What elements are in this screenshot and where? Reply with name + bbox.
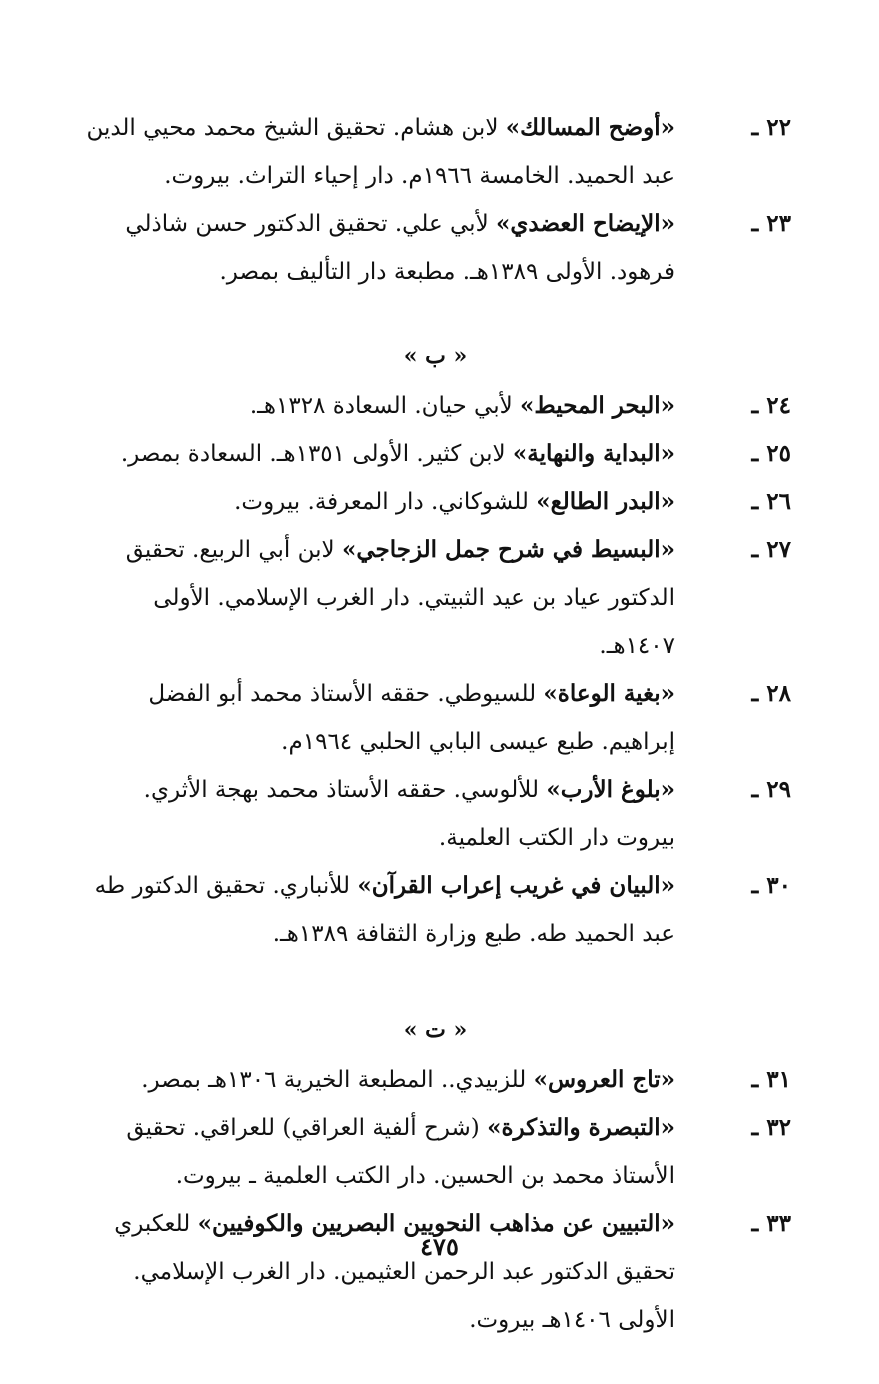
entry-title: «أوضح المسالك» bbox=[505, 114, 675, 141]
entry-text: لأبي حيان. السعادة ١٣٢٨هـ. bbox=[249, 393, 521, 419]
entry-number: ٢٦ ـ bbox=[751, 488, 791, 515]
entries-top bbox=[80, 104, 791, 296]
bibliography-entry bbox=[80, 382, 791, 430]
section-header-t: « ت » bbox=[403, 1017, 468, 1043]
entry-text: (شرح ألفية العراقي) للعراقي. تحقيق الأستاذ محمد بن الحسين. دار الكتب العلمية ـ بيروت. bbox=[126, 1115, 675, 1189]
entry-number: ٣٣ ـ bbox=[751, 1210, 791, 1237]
entry-number: ٢٢ ـ bbox=[751, 114, 791, 141]
entry-number: ٣٢ ـ bbox=[751, 1114, 791, 1141]
entry-number: ٢٤ ـ bbox=[751, 392, 791, 419]
entries-b bbox=[80, 382, 791, 958]
bibliography-entry bbox=[80, 862, 791, 958]
entry-text: للسيوطي. حققه الأستاذ محمد أبو الفضل إبراهيم. طبع عيسى البابي الحلبي ١٩٦٤م. bbox=[148, 681, 675, 755]
entry-title: «بلوغ الأرب» bbox=[546, 776, 675, 803]
entry-number: ٢٣ ـ bbox=[751, 210, 791, 237]
bibliography-entry bbox=[80, 478, 791, 526]
bibliography-entry bbox=[80, 1104, 791, 1200]
entry-title: «التبصرة والتذكرة» bbox=[487, 1114, 675, 1141]
entry-title: «البداية والنهاية» bbox=[512, 440, 675, 467]
entry-text: للزبيدي.. المطبعة الخيرية ١٣٠٦هـ بمصر. bbox=[141, 1067, 534, 1093]
bibliography-entry bbox=[80, 1056, 791, 1104]
entry-text: للعكبري تحقيق الدكتور عبد الرحمن العثيمين. دار الغرب الإسلامي. الأولى ١٤٠٦هـ بيروت. bbox=[114, 1211, 675, 1333]
entry-text: لابن هشام. تحقيق الشيخ محمد محيي الدين عبد الحميد. الخامسة ١٩٦٦م. دار إحياء التراث. بيروت. bbox=[86, 115, 675, 189]
bibliography-entry bbox=[80, 200, 791, 296]
bibliography-entry bbox=[80, 430, 791, 478]
bibliography-entry bbox=[80, 766, 791, 862]
entry-text: لأبي علي. تحقيق الدكتور حسن شاذلي فرهود. الأولى ١٣٨٩هـ. مطبعة دار التأليف بمصر. bbox=[125, 211, 675, 285]
section-header-b: « ب » bbox=[403, 343, 468, 369]
entry-title: «البحر المحيط» bbox=[520, 392, 675, 419]
entry-number: ٢٥ ـ bbox=[751, 440, 791, 467]
bibliography-entry bbox=[80, 104, 791, 200]
entry-text: للألوسي. حققه الأستاذ محمد بهجة الأثري. بيروت دار الكتب العلمية. bbox=[143, 777, 675, 851]
entry-title: «البسيط في شرح جمل الزجاجي» bbox=[341, 536, 675, 563]
bibliography-entry bbox=[80, 526, 791, 670]
entry-title: «البيان في غريب إعراب القرآن» bbox=[357, 872, 675, 899]
entry-text: للشوكاني. دار المعرفة. بيروت. bbox=[234, 489, 537, 515]
entry-number: ٢٨ ـ bbox=[751, 680, 791, 707]
entry-title: «بغية الوعاة» bbox=[543, 680, 675, 707]
page-number: ٤٧٥ bbox=[420, 1232, 459, 1261]
entries-t bbox=[80, 1056, 791, 1344]
entry-title: «البدر الطالع» bbox=[536, 488, 675, 515]
entry-number: ٣١ ـ bbox=[751, 1066, 791, 1093]
entry-title: «التبيين عن مذاهب النحويين البصريين والكوفيين» bbox=[197, 1210, 675, 1237]
entry-text: لابن كثير. الأولى ١٣٥١هـ. السعادة بمصر. bbox=[120, 441, 513, 467]
entry-title: «الإيضاح العضدي» bbox=[496, 210, 675, 237]
entry-text: لابن أبي الربيع. تحقيق الدكتور عياد بن عيد الثبيتي. دار الغرب الإسلامي. الأولى ١٤٠٧هـ. bbox=[125, 537, 675, 659]
bibliography-entry bbox=[80, 670, 791, 766]
bibliography-entry bbox=[80, 1200, 791, 1344]
entry-text: للأنباري. تحقيق الدكتور طه عبد الحميد طه. طبع وزارة الثقافة ١٣٨٩هـ. bbox=[94, 873, 675, 947]
entry-number: ٢٧ ـ bbox=[751, 536, 791, 563]
entry-number: ٣٠ ـ bbox=[751, 872, 791, 899]
entry-title: «تاج العروس» bbox=[533, 1066, 675, 1093]
entry-number: ٢٩ ـ bbox=[751, 776, 791, 803]
